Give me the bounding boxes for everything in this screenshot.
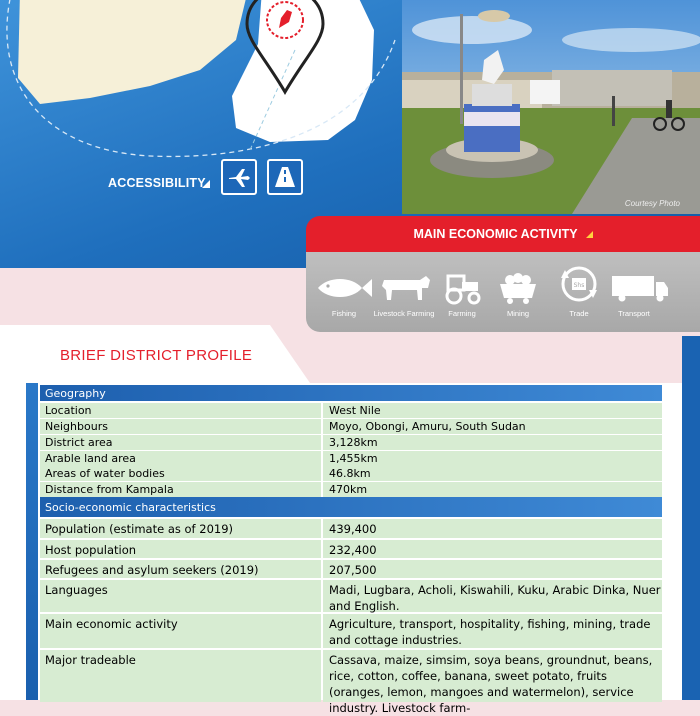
table-row bbox=[40, 482, 662, 497]
table-row bbox=[40, 419, 662, 434]
row-key: Major tradeable bbox=[40, 650, 321, 702]
row-value: 232,400 bbox=[323, 540, 662, 558]
activity-label: Trade bbox=[569, 309, 589, 318]
activity-transport bbox=[602, 252, 666, 332]
photo-credit: Courtesy Photo bbox=[624, 199, 680, 208]
socio-economic-heading bbox=[40, 497, 662, 517]
triangle-marker-icon bbox=[586, 231, 593, 238]
activity-mining bbox=[486, 252, 550, 332]
activity-farming bbox=[430, 252, 494, 332]
row-value: Moyo, Obongi, Amuru, South Sudan bbox=[323, 419, 662, 434]
activity-fishing bbox=[312, 252, 376, 332]
row-value: 439,400 bbox=[323, 519, 662, 538]
activity-label: Transport bbox=[618, 309, 650, 318]
right-edge-strip bbox=[682, 336, 700, 700]
district-roundabout-photo bbox=[402, 0, 700, 214]
row-value: 470km bbox=[323, 482, 662, 497]
location-pin-icon bbox=[243, 0, 327, 100]
table-row bbox=[40, 519, 662, 538]
activity-label: Mining bbox=[506, 309, 530, 318]
row-value: 1,455km bbox=[323, 451, 662, 466]
row-value: Agriculture, transport, hospitality, fishing, mining, trade and cottage industries. bbox=[323, 614, 662, 648]
mine-cart-icon bbox=[486, 270, 550, 306]
airplane-icon bbox=[221, 159, 257, 195]
accessibility-label: ACCESSIBILITY bbox=[108, 176, 206, 190]
activity-label: Fishing bbox=[331, 309, 357, 318]
row-value: 3,128km bbox=[323, 435, 662, 450]
table-row bbox=[40, 451, 662, 466]
tractor-icon bbox=[430, 270, 494, 306]
table-row bbox=[40, 650, 662, 715]
table-row bbox=[40, 540, 662, 558]
main-economic-activity-title: MAIN ECONOMIC ACTIVITY bbox=[413, 227, 578, 241]
main-economic-activity-header bbox=[306, 216, 700, 252]
row-key: Host population bbox=[40, 540, 321, 558]
row-key: Neighbours bbox=[40, 419, 321, 434]
row-key: District area bbox=[40, 435, 321, 450]
table-row bbox=[40, 403, 662, 418]
cow-icon bbox=[372, 270, 436, 306]
row-value: 46.8km bbox=[323, 466, 662, 481]
row-value: West Nile bbox=[323, 403, 662, 418]
row-key: Refugees and asylum seekers (2019) bbox=[40, 560, 321, 578]
row-key: Distance from Kampala bbox=[40, 482, 321, 497]
row-key: Population (estimate as of 2019) bbox=[40, 519, 321, 538]
left-accent-bar bbox=[26, 383, 38, 700]
geography-heading bbox=[40, 385, 662, 401]
table-row bbox=[40, 435, 662, 450]
table-row bbox=[40, 560, 662, 578]
activity-label: Farming bbox=[448, 309, 476, 318]
socio-economic-heading-text: Socio-economic characteristics bbox=[45, 500, 216, 514]
row-key: Location bbox=[40, 403, 321, 418]
profile-title: BRIEF DISTRICT PROFILE bbox=[60, 347, 253, 364]
activity-livestock bbox=[372, 252, 436, 332]
row-key: Areas of water bodies bbox=[40, 466, 321, 481]
activity-label: Livestock Farming bbox=[373, 309, 435, 318]
road-icon bbox=[267, 159, 303, 195]
row-key: Arable land area bbox=[40, 451, 321, 466]
row-key: Languages bbox=[40, 580, 321, 612]
row-key: Main economic activity bbox=[40, 614, 321, 648]
table-row bbox=[40, 466, 662, 481]
truck-icon bbox=[602, 270, 672, 306]
geography-heading-text: Geography bbox=[45, 386, 106, 400]
accessibility-arrow-icon bbox=[202, 180, 210, 188]
row-value: Madi, Lugbara, Acholi, Kiswahili, Kuku, Arabic Dinka, Nuer and English. bbox=[323, 580, 662, 612]
row-value: Cassava, maize, simsim, soya beans, groundnut, beans, rice, cotton, coffee, banana, sweet potato, fruits (oranges, lemon, mangoes and watermelon), service industry. Livestock farm- bbox=[323, 650, 662, 702]
row-value: 207,500 bbox=[323, 560, 662, 578]
table-row bbox=[40, 580, 662, 612]
svg-text:Shs: Shs bbox=[573, 282, 585, 289]
table-row bbox=[40, 614, 662, 648]
economic-activity-panel bbox=[306, 252, 700, 332]
fish-icon bbox=[312, 270, 376, 306]
